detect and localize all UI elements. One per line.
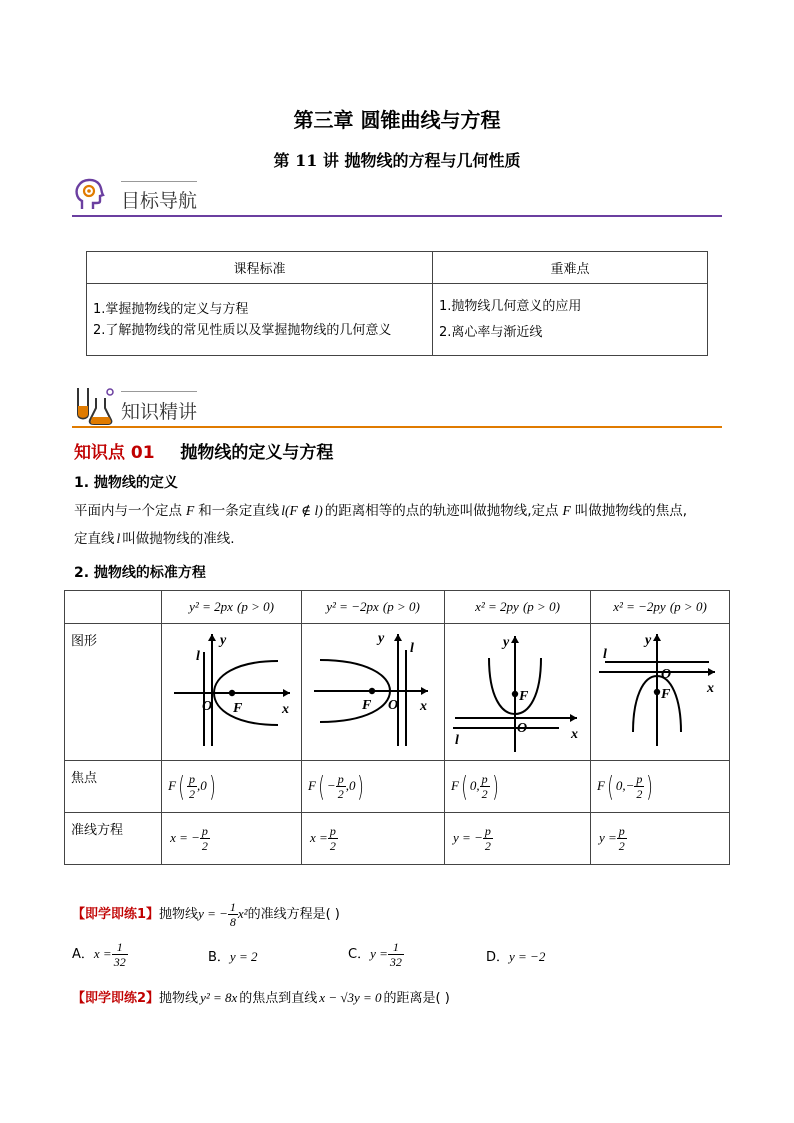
exercise-text: 的距离是( ) (383, 991, 450, 1006)
lecture-title: 第 11 讲 抛物线的方程与几何性质 (273, 151, 521, 170)
fraction (228, 900, 238, 929)
graph-label-x: x (707, 681, 714, 696)
parabola-left-graph (306, 628, 440, 752)
fraction (200, 824, 210, 853)
target-section-title: 目标导航 (121, 190, 198, 212)
definition-text: 和一条定直线 (198, 503, 280, 519)
focus-coordinate: 0 (615, 778, 623, 793)
definition-text: 叫做抛物线的准线. (122, 531, 235, 547)
header-condition: (p > 0) (382, 599, 420, 614)
paren-left: ( (178, 770, 185, 803)
focus-label: F (308, 778, 316, 793)
graph-label-x: x (420, 699, 428, 714)
standard-line: 2.了解抛物线的常见性质以及掌握抛物线的几何意义 (93, 322, 392, 338)
denominator: 32 (113, 955, 126, 969)
option-d[interactable] (486, 946, 545, 965)
exercise-1 (72, 900, 340, 929)
equation-part: y² = 8x (200, 990, 238, 1005)
graph-label-y: y (503, 635, 510, 650)
focus-coordinate: 0 (469, 778, 477, 793)
keypoint-line: 1.抛物线几何意义的应用 (439, 298, 582, 314)
knowledge-point-heading (74, 438, 333, 463)
graph-label-F: F (661, 687, 671, 702)
denominator: 2 (481, 787, 488, 801)
paren-left: ( (607, 770, 614, 803)
numerator: p (618, 824, 625, 838)
fraction (634, 772, 644, 801)
directrix-cell (162, 813, 302, 865)
knowledge-section-deco (121, 391, 197, 392)
knowledge-point-title: 抛物线的定义与方程 (180, 443, 334, 463)
fraction (112, 940, 128, 969)
target-section-deco (121, 181, 197, 182)
graph-label-l: l (603, 647, 607, 662)
definition-text: 的距离相等的点的轨迹叫做抛物线,定点 (324, 503, 559, 519)
math-F: F (562, 503, 571, 518)
header-equation: x² = 2py (475, 599, 519, 614)
header-equation: y² = −2px (326, 599, 379, 614)
sign: − (625, 778, 635, 793)
paren-right: ) (491, 770, 499, 803)
graph-label-y: y (378, 631, 385, 646)
graph-label-l: l (410, 641, 414, 656)
graph-cell-1 (162, 624, 302, 761)
numerator: p (201, 824, 208, 838)
exercise-tag: 【即学即练1】 (72, 907, 160, 922)
graph-label-O: O (517, 721, 528, 736)
exercise-text: 抛物线 (159, 991, 199, 1006)
paren-right: ) (357, 770, 365, 803)
fraction (617, 824, 627, 853)
target-table-header-keypoints: 重难点 (433, 252, 708, 284)
knowledge-section-line (72, 426, 722, 428)
standard-equation-table (64, 590, 730, 865)
definition-text: 平面内与一个定点 (74, 503, 182, 519)
grid-header-cell (302, 591, 445, 624)
focus-cell: F( $\frac{p}{2}$ ,0) (162, 761, 302, 813)
exercise-text: 抛物线 (159, 907, 199, 922)
denominator: 2 (337, 787, 344, 801)
graph-cell-4 (591, 624, 730, 761)
option-c[interactable] (348, 940, 404, 969)
knowledge-section-icon (70, 384, 116, 426)
sign: − (326, 778, 336, 793)
graph-label-l: l (455, 733, 459, 748)
row-label-graph: 图形 (65, 624, 162, 761)
target-table-keypoints-cell (433, 284, 708, 356)
fraction (336, 772, 346, 801)
option-equation: y = (370, 946, 388, 961)
parabola-up-graph (449, 628, 585, 752)
focus-label: F (597, 778, 605, 793)
graph-cell-3 (445, 624, 591, 761)
numerator: 1 (112, 940, 128, 955)
numerator: 1 (388, 940, 404, 955)
math-l: l (116, 531, 121, 546)
fraction (328, 824, 338, 853)
option-a[interactable] (72, 940, 128, 969)
target-table-standard-cell (87, 284, 433, 356)
fraction (388, 940, 404, 969)
denominator: 2 (636, 787, 643, 801)
row-label-focus: 焦点 (65, 761, 162, 813)
directrix-cell (445, 813, 591, 865)
denominator: 32 (389, 955, 402, 969)
paren-left: ( (318, 770, 325, 803)
header-condition: (p > 0) (669, 599, 707, 614)
graph-label-F: F (233, 701, 243, 716)
row-label-directrix: 准线方程 (65, 813, 162, 865)
option-label: B． (208, 950, 230, 965)
graph-label-O: O (661, 667, 672, 682)
head-gear-icon (72, 176, 108, 212)
equation-part: y = − (198, 906, 228, 921)
graph-label-x: x (571, 727, 579, 742)
parabola-right-graph (166, 628, 296, 752)
numerator: p (337, 772, 344, 786)
flask-icon (70, 384, 116, 426)
option-equation: y = −2 (509, 949, 546, 964)
math-F: F (186, 503, 195, 518)
focus-cell: F( 0,− $\frac{p}{2}$ ) (591, 761, 730, 813)
chapter-title: 第三章 圆锥曲线与方程 (293, 108, 501, 132)
header-equation: y² = 2px (189, 599, 233, 614)
graph-label-l: l (196, 649, 200, 664)
exercise-2 (72, 987, 450, 1006)
numerator: p (188, 772, 195, 786)
definition-text: 定直线 (74, 531, 115, 547)
target-section-icon (72, 176, 108, 212)
target-table-header-standard: 课程标准 (87, 252, 433, 284)
directrix-cell (302, 813, 445, 865)
exercise-tag: 【即学即练2】 (72, 991, 160, 1006)
paren-left: ( (461, 770, 468, 803)
paren-right: ) (208, 770, 216, 803)
denominator: 2 (201, 839, 208, 853)
graph-label-O: O (388, 698, 399, 713)
grid-header-cell (445, 591, 591, 624)
directrix-cell (591, 813, 730, 865)
option-label: C． (348, 947, 371, 962)
target-section-line (72, 215, 722, 217)
denominator: 2 (188, 787, 195, 801)
knowledge-point-label: 知识点 01 (74, 443, 155, 463)
option-label: D． (486, 950, 510, 965)
denominator: 2 (329, 839, 336, 853)
numerator: p (481, 772, 488, 786)
directrix-lhs: y = − (453, 830, 483, 845)
focus-coordinate: 0 (348, 778, 356, 793)
header-equation: x² = −2py (613, 599, 666, 614)
graph-label-x: x (282, 702, 290, 717)
focus-coordinate: 0 (200, 778, 207, 793)
definition-line-1 (74, 497, 734, 525)
keypoint-line: 2.离心率与渐近线 (439, 324, 543, 340)
grid-corner-cell (65, 591, 162, 624)
exercise-text: 的准线方程是( ) (247, 907, 340, 922)
denominator: 8 (229, 915, 236, 929)
paren-right: ) (646, 770, 654, 803)
option-b[interactable] (208, 946, 257, 965)
directrix-lhs: x = − (170, 830, 200, 845)
focus-label: F (451, 778, 459, 793)
option-equation: y = 2 (229, 949, 258, 964)
equation-part: x − √3y = 0 (319, 990, 382, 1005)
focus-cell: F( − $\frac{p}{2}$ ,0) (302, 761, 445, 813)
graph-label-y: y (645, 633, 652, 648)
parabola-down-graph (595, 628, 725, 752)
fraction (187, 772, 197, 801)
definition-text: 叫做抛物线的焦点, (574, 503, 688, 519)
graph-label-F: F (362, 698, 372, 713)
directrix-lhs: y = (599, 830, 617, 845)
grid-header-cell (162, 591, 302, 624)
numerator: p (484, 824, 491, 838)
header-condition: (p > 0) (522, 599, 560, 614)
graph-label-O: O (202, 699, 213, 714)
math-l-condition: l(F ∉ l) (281, 503, 323, 518)
definition-line-2 (74, 525, 734, 553)
equation-part: x² (237, 906, 248, 921)
graph-label-y: y (220, 633, 227, 648)
fraction (480, 772, 490, 801)
graph-cell-2 (302, 624, 445, 761)
grid-header-cell (591, 591, 730, 624)
graph-label-F: F (519, 689, 529, 704)
definition-heading: 1. 抛物线的定义 (74, 475, 178, 491)
denominator: 2 (484, 839, 491, 853)
option-label: A． (72, 947, 94, 962)
fraction (483, 824, 493, 853)
numerator: p (636, 772, 643, 786)
numerator: p (329, 824, 336, 838)
exercise-text: 的焦点到直线 (239, 991, 318, 1006)
standard-eq-heading: 2. 抛物线的标准方程 (74, 565, 206, 581)
header-condition: (p > 0) (237, 599, 274, 614)
standard-line: 1.掌握抛物线的定义与方程 (93, 301, 249, 317)
directrix-lhs: x = (310, 830, 328, 845)
knowledge-section-title: 知识精讲 (121, 401, 198, 423)
denominator: 2 (618, 839, 625, 853)
target-table (86, 251, 708, 356)
definition-paragraph (74, 497, 734, 553)
focus-cell: F( 0, $\frac{p}{2}$ ) (445, 761, 591, 813)
numerator: 1 (229, 900, 236, 914)
focus-label: F (168, 778, 177, 793)
option-equation: x = (93, 946, 112, 961)
